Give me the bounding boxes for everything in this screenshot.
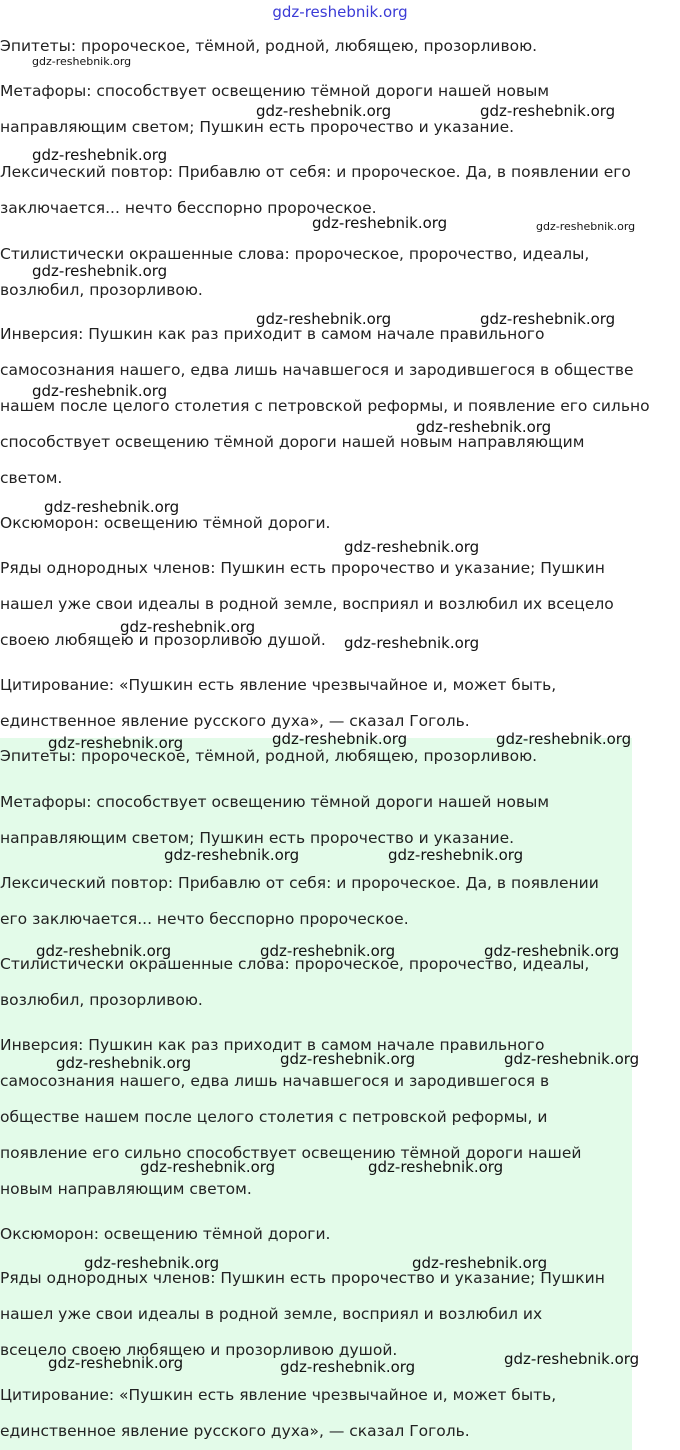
line: нашел уже свои идеалы в родной земле, восприял и возлюбил их всецело: [0, 595, 614, 613]
watermark: gdz-reshebnik.org: [44, 498, 180, 516]
line: нашем после целого столетия с петровской реформы, и появление его сильно: [0, 397, 650, 415]
watermark: gdz-reshebnik.org: [484, 942, 620, 960]
watermark: gdz-reshebnik.org: [368, 1158, 504, 1176]
line: его заключается... нечто бесспорно пророческое.: [0, 910, 409, 928]
watermark: gdz-reshebnik.org: [412, 1254, 548, 1272]
line: самосознания нашего, едва лишь начавшегося и зародившегося в: [0, 1072, 550, 1090]
watermark: gdz-reshebnik.org: [416, 418, 552, 436]
watermark: gdz-reshebnik.org: [480, 310, 616, 328]
line: самосознания нашего, едва лишь начавшегося и зародившегося в обществе: [0, 361, 634, 379]
watermark: gdz-reshebnik.org: [48, 1354, 184, 1372]
watermark: gdz-reshebnik.org: [480, 102, 616, 120]
line: Стилистически окрашенные слова: пророческое, пророчество, идеалы,: [0, 955, 590, 973]
watermark: gdz-reshebnik.org: [48, 734, 184, 752]
watermark: gdz-reshebnik.org: [260, 942, 396, 960]
line: Ряды однородных членов: Пушкин есть пророчество и указание; Пушкин: [0, 559, 605, 577]
line: заключается... нечто бесспорно пророческое.: [0, 199, 377, 217]
line: Эпитеты: пророческое, тёмной, родной, любящею, прозорливою.: [0, 37, 538, 55]
watermark: gdz-reshebnik.org: [312, 214, 448, 232]
line: Метафоры: способствует освещению тёмной дороги нашей новым: [0, 793, 550, 811]
watermark: gdz-reshebnik.org: [140, 1158, 276, 1176]
paragraph-citation: [0, 667, 556, 739]
watermark: gdz-reshebnik.org: [388, 846, 524, 864]
line: обществе нашем после целого столетия с петровской реформы, и: [0, 1108, 548, 1126]
line: появление его сильно способствует освещению тёмной дороги нашей: [0, 1144, 582, 1162]
line: нашел уже свои идеалы в родной земле, восприял и возлюбил их: [0, 1305, 543, 1323]
line: единственное явление русского духа», — сказал Гоголь.: [0, 712, 470, 730]
paragraph-inversion: [0, 316, 650, 496]
watermark: gdz-reshebnik.org: [256, 310, 392, 328]
line: Лексический повтор: Прибавлю от себя: и пророческое. Да, в появлении: [0, 874, 599, 892]
line: Ряды однородных членов: Пушкин есть пророчество и указание; Пушкин: [0, 1269, 605, 1287]
line: возлюбил, прозорливою.: [0, 991, 203, 1009]
line: Оксюморон: освещению тёмной дороги.: [0, 514, 331, 532]
site-title[interactable]: gdz-reshebnik.org: [272, 3, 408, 21]
line: Оксюморон: освещению тёмной дороги.: [0, 1225, 331, 1243]
watermark: gdz-reshebnik.org: [536, 220, 636, 233]
line: способствует освещению тёмной дороги нашей новым направляющим: [0, 433, 585, 451]
line: Метафоры: способствует освещению тёмной дороги нашей новым: [0, 82, 550, 100]
line: Инверсия: Пушкин как раз приходит в самом начале правильного: [0, 325, 545, 343]
watermark: gdz-reshebnik.org: [344, 538, 480, 556]
paragraph-citation: [0, 1377, 556, 1449]
watermark: gdz-reshebnik.org: [32, 55, 132, 68]
site-header: [0, 0, 680, 24]
watermark: gdz-reshebnik.org: [56, 1054, 192, 1072]
line: Цитирование: «Пушкин есть явление чрезвычайное и, может быть,: [0, 676, 557, 694]
line: новым направляющим светом.: [0, 1180, 252, 1198]
watermark: gdz-reshebnik.org: [280, 1358, 416, 1376]
watermark: gdz-reshebnik.org: [164, 846, 300, 864]
paragraph-oxymoron: [0, 1216, 330, 1252]
watermark: gdz-reshebnik.org: [84, 1254, 220, 1272]
watermark: gdz-reshebnik.org: [36, 942, 172, 960]
watermark: gdz-reshebnik.org: [344, 634, 480, 652]
watermark: gdz-reshebnik.org: [272, 730, 408, 748]
watermark: gdz-reshebnik.org: [32, 146, 168, 164]
watermark: gdz-reshebnik.org: [32, 262, 168, 280]
line: Инверсия: Пушкин как раз приходит в самом начале правильного: [0, 1036, 545, 1054]
watermark: gdz-reshebnik.org: [280, 1050, 416, 1068]
line: Цитирование: «Пушкин есть явление чрезвычайное и, может быть,: [0, 1386, 557, 1404]
line: Лексический повтор: Прибавлю от себя: и пророческое. Да, в появлении его: [0, 163, 631, 181]
line: светом.: [0, 469, 63, 487]
paragraph-lexical-repeat: [0, 865, 599, 937]
watermark: gdz-reshebnik.org: [32, 382, 168, 400]
line: своею любящею и прозорливою душой.: [0, 631, 326, 649]
line: возлюбил, прозорливою.: [0, 281, 203, 299]
watermark: gdz-reshebnik.org: [504, 1350, 640, 1368]
line: единственное явление русского духа», — сказал Гоголь.: [0, 1422, 470, 1440]
watermark: gdz-reshebnik.org: [120, 618, 256, 636]
line: направляющим светом; Пушкин есть пророчество и указание.: [0, 829, 515, 847]
paragraph-homogeneous: [0, 550, 614, 658]
watermark: gdz-reshebnik.org: [504, 1050, 640, 1068]
line: всецело своею любящею и прозорливою душой.: [0, 1341, 398, 1359]
watermark: gdz-reshebnik.org: [256, 102, 392, 120]
line: направляющим светом; Пушкин есть пророчество и указание.: [0, 118, 515, 136]
line: Эпитеты: пророческое, тёмной, родной, любящею, прозорливою.: [0, 747, 538, 765]
line: Стилистически окрашенные слова: пророческое, пророчество, идеалы,: [0, 245, 590, 263]
watermark: gdz-reshebnik.org: [496, 730, 632, 748]
answer-section-2: [0, 738, 632, 1450]
